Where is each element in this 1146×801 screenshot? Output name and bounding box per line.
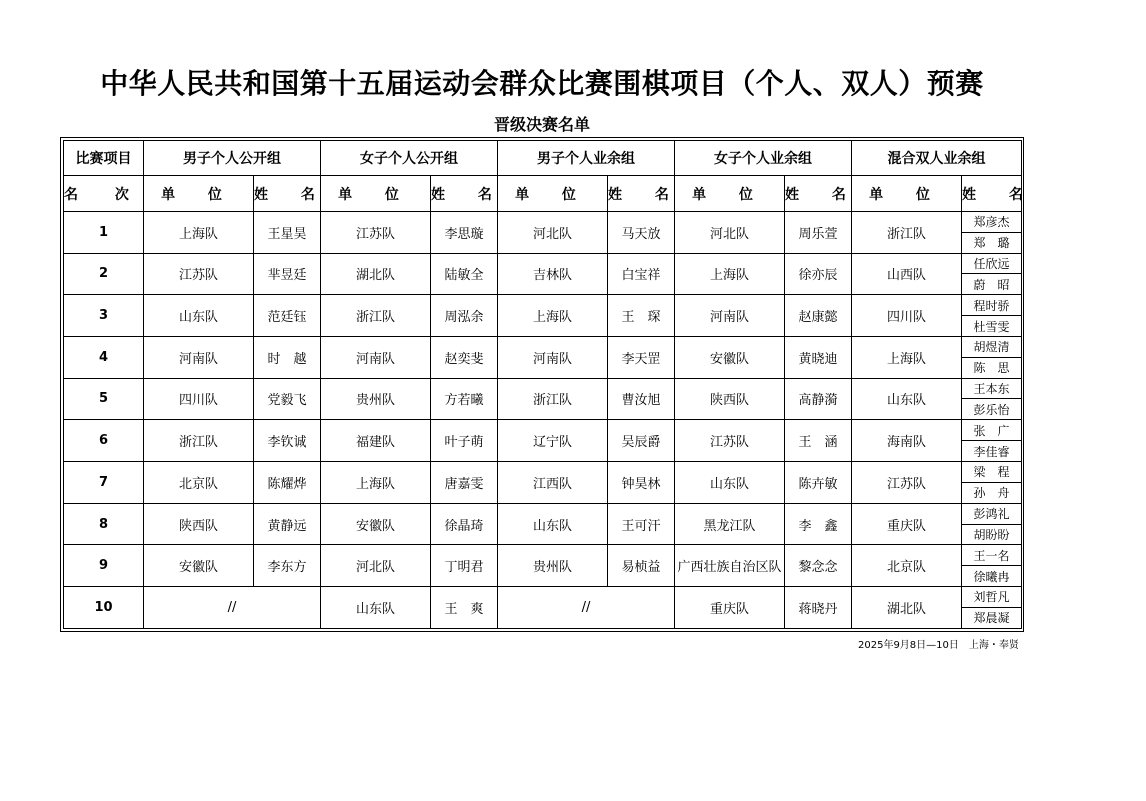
table-row [64,545,1022,566]
mixed-pair-unit-cell: 海南队 [852,420,962,462]
mixed-pair-player1-cell: 胡煜清 [962,336,1022,357]
women-amateur-name-cell: 高静漪 [785,378,852,420]
header-name-label: 姓 名 [254,176,321,211]
mixed-pair-unit-cell: 浙江队 [852,211,962,253]
men-amateur-unit-cell: 山东队 [498,503,608,545]
rank-cell: 6 [64,420,144,462]
women-open-name-cell: 方若曦 [431,378,498,420]
women-amateur-name-cell: 王 涵 [785,420,852,462]
mixed-pair-player2-cell: 孙 舟 [962,482,1022,503]
table-row [64,336,1022,357]
women-open-name-cell: 丁明君 [431,545,498,587]
table-row [64,587,1022,608]
rank-cell: 8 [64,503,144,545]
women-open-unit-cell: 福建队 [321,420,431,462]
table-row [64,503,1022,524]
women-amateur-unit-cell: 河北队 [675,211,785,253]
men-open-unit-cell: 江苏队 [144,253,254,295]
men-open-name-cell: 范廷钰 [254,295,321,337]
header-name-label: 姓 名 [785,176,852,211]
event-date-location: 2025年9月8日—10日 上海・奉贤 [858,640,1019,651]
mixed-pair-player2-cell: 郑晨凝 [962,607,1022,628]
mixed-pair-unit-cell: 湖北队 [852,587,962,629]
men-amateur-name-cell: 马天放 [608,211,675,253]
men-amateur-empty-cell: // [498,587,675,629]
header-group-men-amateur: 男子个人业余组 [498,141,675,176]
women-open-name-cell: 周泓余 [431,295,498,337]
men-amateur-unit-cell: 上海队 [498,295,608,337]
women-open-unit-cell: 安徽队 [321,503,431,545]
mixed-pair-player2-cell: 杜雪雯 [962,316,1022,337]
rank-cell: 7 [64,462,144,504]
mixed-pair-player2-cell: 陈 思 [962,357,1022,378]
table-row [64,462,1022,483]
women-amateur-unit-cell: 江苏队 [675,420,785,462]
header-name-label: 姓 名 [431,176,498,211]
men-open-unit-cell: 上海队 [144,211,254,253]
women-open-unit-cell: 河北队 [321,545,431,587]
women-open-unit-cell: 河南队 [321,336,431,378]
mixed-pair-unit-cell: 山东队 [852,378,962,420]
men-open-unit-cell: 浙江队 [144,420,254,462]
men-open-unit-cell: 北京队 [144,462,254,504]
mixed-pair-unit-cell: 北京队 [852,545,962,587]
men-open-unit-cell: 陕西队 [144,503,254,545]
women-amateur-unit-cell: 重庆队 [675,587,785,629]
header-event-label: 比赛项目 [64,141,144,176]
men-open-name-cell: 芈昱廷 [254,253,321,295]
women-open-name-cell: 赵奕斐 [431,336,498,378]
header-name-label: 姓 名 [962,176,1022,211]
header-name-label: 姓 名 [608,176,675,211]
header-unit-label: 单 位 [498,176,608,211]
table-row [64,295,1022,316]
women-amateur-unit-cell: 黑龙江队 [675,503,785,545]
men-amateur-unit-cell: 河北队 [498,211,608,253]
header-unit-label: 单 位 [675,176,785,211]
women-amateur-unit-cell: 上海队 [675,253,785,295]
header-unit-label: 单 位 [321,176,431,211]
header-unit-label: 单 位 [144,176,254,211]
header-unit-label: 单 位 [852,176,962,211]
mixed-pair-player1-cell: 刘哲凡 [962,587,1022,608]
men-amateur-name-cell: 李天罡 [608,336,675,378]
men-amateur-name-cell: 吴辰爵 [608,420,675,462]
mixed-pair-player1-cell: 程时骄 [962,295,1022,316]
men-amateur-name-cell: 易桢益 [608,545,675,587]
header-group-women-open: 女子个人公开组 [321,141,498,176]
women-amateur-unit-cell: 广西壮族自治区队 [675,545,785,587]
mixed-pair-unit-cell: 山西队 [852,253,962,295]
women-amateur-name-cell: 黎念念 [785,545,852,587]
men-open-unit-cell: 四川队 [144,378,254,420]
women-amateur-name-cell: 陈卉敏 [785,462,852,504]
men-amateur-name-cell: 钟昊林 [608,462,675,504]
mixed-pair-unit-cell: 四川队 [852,295,962,337]
header-group-mixed-pair: 混合双人业余组 [852,141,1022,176]
women-open-unit-cell: 江苏队 [321,211,431,253]
mixed-pair-player1-cell: 张 广 [962,420,1022,441]
header-group-men-open: 男子个人公开组 [144,141,321,176]
women-amateur-unit-cell: 陕西队 [675,378,785,420]
men-amateur-unit-cell: 贵州队 [498,545,608,587]
women-amateur-name-cell: 周乐萱 [785,211,852,253]
mixed-pair-player2-cell: 胡盼盼 [962,524,1022,545]
men-amateur-name-cell: 曹汝旭 [608,378,675,420]
men-open-unit-cell: 山东队 [144,295,254,337]
mixed-pair-unit-cell: 重庆队 [852,503,962,545]
women-open-name-cell: 李思璇 [431,211,498,253]
women-open-unit-cell: 贵州队 [321,378,431,420]
mixed-pair-player1-cell: 任欣远 [962,253,1022,274]
mixed-pair-player2-cell: 郑 璐 [962,232,1022,253]
men-open-unit-cell: 河南队 [144,336,254,378]
women-amateur-unit-cell: 河南队 [675,295,785,337]
men-open-name-cell: 时 越 [254,336,321,378]
men-amateur-unit-cell: 河南队 [498,336,608,378]
men-open-name-cell: 王星昊 [254,211,321,253]
mixed-pair-player2-cell: 李佳睿 [962,441,1022,462]
mixed-pair-player2-cell: 彭乐怡 [962,399,1022,420]
page-title: 中华人民共和国第十五届运动会群众比赛围棋项目（个人、双人）预赛 [100,67,984,100]
men-amateur-name-cell: 白宝祥 [608,253,675,295]
women-amateur-name-cell: 蒋晓丹 [785,587,852,629]
men-amateur-name-cell: 王可汗 [608,503,675,545]
table-row [64,378,1022,399]
page-subtitle: 晋级决赛名单 [493,115,590,134]
header-row-groups [64,141,1022,176]
men-open-name-cell: 李东方 [254,545,321,587]
women-amateur-name-cell: 赵康懿 [785,295,852,337]
women-amateur-unit-cell: 山东队 [675,462,785,504]
table-row [64,211,1022,232]
rank-cell: 4 [64,336,144,378]
results-table-frame [60,137,1037,632]
rank-cell: 10 [64,587,144,629]
men-open-name-cell: 黄静远 [254,503,321,545]
men-open-name-cell: 党毅飞 [254,378,321,420]
table-row [64,420,1022,441]
women-amateur-unit-cell: 安徽队 [675,336,785,378]
men-amateur-unit-cell: 浙江队 [498,378,608,420]
men-amateur-unit-cell: 辽宁队 [498,420,608,462]
header-group-women-amateur: 女子个人业余组 [675,141,852,176]
men-open-name-cell: 陈耀烨 [254,462,321,504]
women-open-name-cell: 叶子萌 [431,420,498,462]
women-open-unit-cell: 上海队 [321,462,431,504]
rank-cell: 1 [64,211,144,253]
women-open-name-cell: 王 爽 [431,587,498,629]
mixed-pair-player2-cell: 蔚 昭 [962,274,1022,295]
rank-cell: 9 [64,545,144,587]
mixed-pair-unit-cell: 江苏队 [852,462,962,504]
rank-cell: 5 [64,378,144,420]
men-amateur-unit-cell: 江西队 [498,462,608,504]
mixed-pair-player1-cell: 王一名 [962,545,1022,566]
header-rank-label: 名 次 [64,176,144,211]
women-open-name-cell: 唐嘉雯 [431,462,498,504]
men-open-empty-cell: // [144,587,321,629]
women-open-unit-cell: 山东队 [321,587,431,629]
mixed-pair-player1-cell: 王本东 [962,378,1022,399]
women-amateur-name-cell: 黄晓迪 [785,336,852,378]
mixed-pair-unit-cell: 上海队 [852,336,962,378]
header-row-columns [64,176,1022,211]
women-open-name-cell: 陆敏全 [431,253,498,295]
mixed-pair-player1-cell: 彭鸿礼 [962,503,1022,524]
men-open-unit-cell: 安徽队 [144,545,254,587]
table-row [64,253,1022,274]
mixed-pair-player2-cell: 徐曦冉 [962,566,1022,587]
results-table [63,140,1037,629]
mixed-pair-player1-cell: 郑彦杰 [962,211,1022,232]
men-open-name-cell: 李钦诚 [254,420,321,462]
men-amateur-name-cell: 王 琛 [608,295,675,337]
women-open-unit-cell: 湖北队 [321,253,431,295]
rank-cell: 3 [64,295,144,337]
men-amateur-unit-cell: 吉林队 [498,253,608,295]
rank-cell: 2 [64,253,144,295]
women-open-name-cell: 徐晶琦 [431,503,498,545]
women-amateur-name-cell: 徐亦辰 [785,253,852,295]
women-amateur-name-cell: 李 鑫 [785,503,852,545]
women-open-unit-cell: 浙江队 [321,295,431,337]
mixed-pair-player1-cell: 梁 程 [962,462,1022,483]
